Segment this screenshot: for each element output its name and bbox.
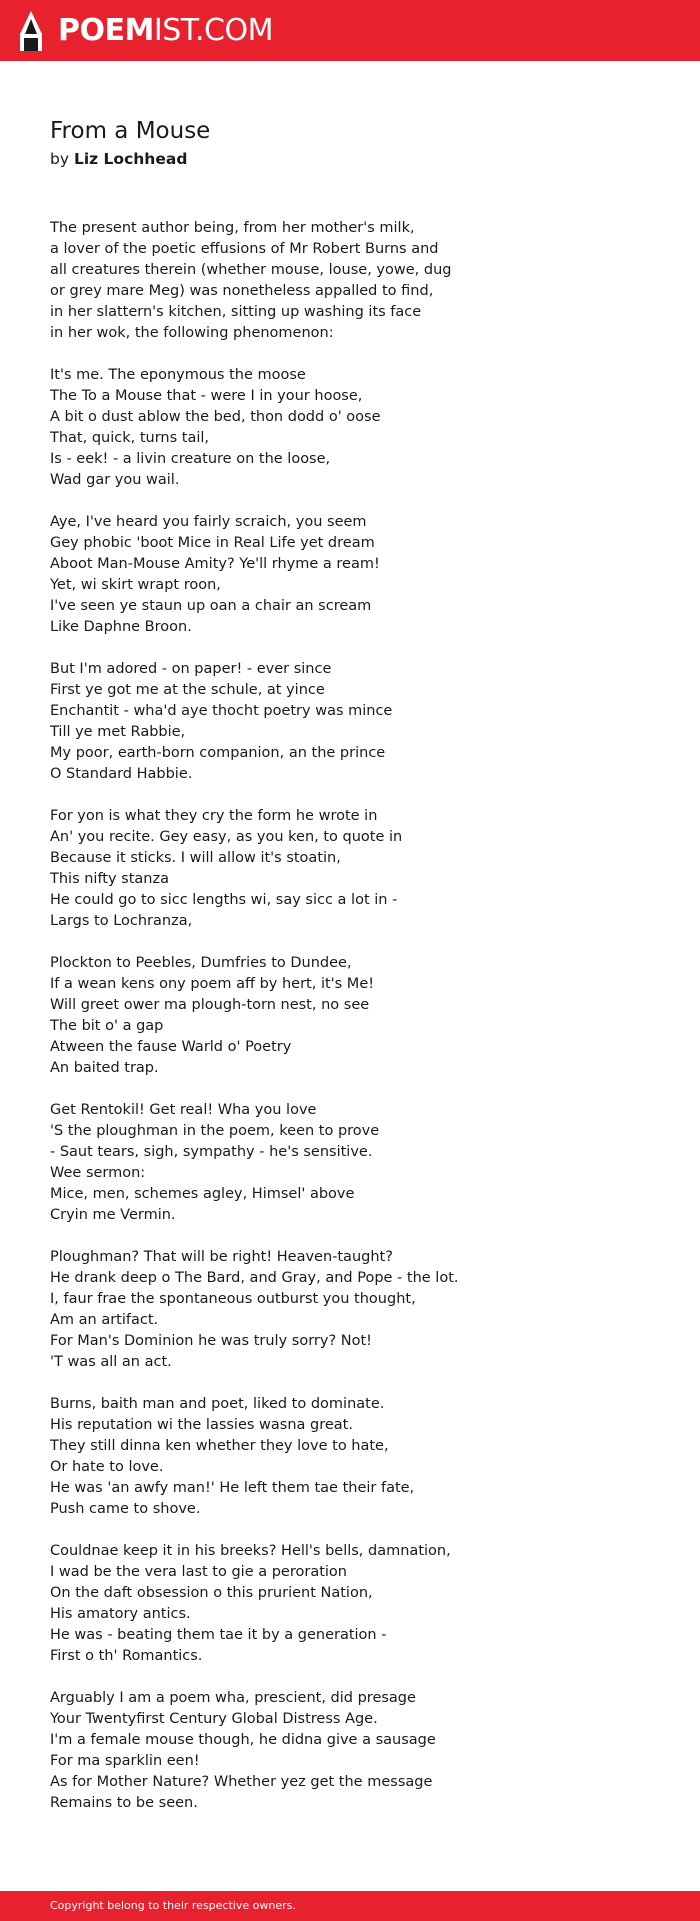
poem-line: Largs to Lochranza, [50,913,193,929]
poem-line: They still dinna ken whether they love to hate, [50,1438,389,1454]
poem-stanza [50,1688,670,1814]
poem-line: That, quick, turns tail, [50,430,210,446]
poem-line: 'T was all an act. [50,1354,172,1370]
poem-line: Or hate to love. [50,1459,164,1475]
poem-line: 'S the ploughman in the poem, keen to prove [50,1123,380,1139]
poem-line: Because it sticks. I will allow it's stoatin, [50,850,341,866]
poem-line: Push came to shove. [50,1501,201,1517]
poem-line: He was 'an awfy man!' He left them tae their fate, [50,1480,415,1496]
poem-line: or grey mare Meg) was nonetheless appalled to find, [50,283,434,299]
poem-stanza [50,512,670,638]
site-footer [0,1891,700,1921]
pen-nib-icon [18,10,44,52]
poem-line: His reputation wi the lassies wasna great. [50,1417,353,1433]
poem-line: Will greet ower ma plough-torn nest, no see [50,997,370,1013]
poem-line: Couldnae keep it in his breeks? Hell's bells, damnation, [50,1543,451,1559]
poem-line: Your Twentyfirst Century Global Distress Age. [50,1711,378,1727]
poem-line: Like Daphne Broon. [50,619,192,635]
poem-stanza [50,1394,670,1520]
site-logo-text [58,10,273,52]
poem-line: Cryin me Vermin. [50,1207,176,1223]
site-header [0,0,700,61]
poem-line: The bit o' a gap [50,1018,164,1034]
poem-line: Enchantit - wha'd aye thocht poetry was mince [50,703,393,719]
poem-line: I'm a female mouse though, he didna give a sausage [50,1732,436,1748]
poem-line: But I'm adored - on paper! - ever since [50,661,332,677]
poem-line: The present author being, from her mother's milk, [50,220,415,236]
logo-text-bold: POEM [58,13,154,48]
poem-line: Is - eek! - a livin creature on the loose, [50,451,331,467]
poem-line: Mice, men, schemes agley, Himsel' above [50,1186,355,1202]
poem-line: His amatory antics. [50,1606,191,1622]
poem-stanza [50,806,670,932]
poem-line: The To a Mouse that - were I in your hoose, [50,388,363,404]
poem-line: in her slattern's kitchen, sitting up washing its face [50,304,422,320]
poem-line: For yon is what they cry the form he wrote in [50,808,378,824]
poem-line: On the daft obsession o this prurient Nation, [50,1585,373,1601]
poem-line: An baited trap. [50,1060,159,1076]
byline-by-label: by [50,150,70,168]
logo-text-light: IST.COM [153,13,273,48]
site-logo-link[interactable] [18,10,273,52]
poem-line: I, faur frae the spontaneous outburst you thought, [50,1291,416,1307]
poem-line: It's me. The eponymous the moose [50,367,306,383]
poem-line: Get Rentokil! Get real! Wha you love [50,1102,317,1118]
poem-byline [50,148,187,170]
poem-stanza [50,1247,670,1373]
poem-line: I've seen ye staun up oan a chair an scream [50,598,372,614]
poem-line: Wad gar you wail. [50,472,180,488]
poem-line: Yet, wi skirt wrapt roon, [50,577,221,593]
poem-line: Burns, baith man and poet, liked to dominate. [50,1396,385,1412]
poem-line: Aye, I've heard you fairly scraich, you seem [50,514,367,530]
poem-line: Plockton to Peebles, Dumfries to Dundee, [50,955,352,971]
poem-stanza [50,365,670,491]
poem-title: From a Mouse [50,118,211,144]
poem-line: As for Mother Nature? Whether yez get the message [50,1774,433,1790]
copyright-notice: Copyright belong to their respective owners. [50,1899,296,1912]
poem-line: Till ye met Rabbie, [50,724,186,740]
poem-line: An' you recite. Gey easy, as you ken, to quote in [50,829,403,845]
poem-line: Am an artifact. [50,1312,159,1328]
poem-line: For ma sparklin een! [50,1753,200,1769]
poem-line: My poor, earth-born companion, an the prince [50,745,386,761]
poem-line: O Standard Habbie. [50,766,193,782]
poem-line: If a wean kens ony poem aff by hert, it's Me! [50,976,375,992]
poem-line: First ye got me at the schule, at yince [50,682,325,698]
poem-line: Ploughman? That will be right! Heaven-taught? [50,1249,393,1265]
poem-stanza [50,1541,670,1667]
poem-line: This nifty stanza [50,871,169,887]
poem-line: A bit o dust ablow the bed, thon dodd o' oose [50,409,381,425]
poem-line: in her wok, the following phenomenon: [50,325,334,341]
poem-stanza [50,1100,670,1226]
poem-line: a lover of the poetic effusions of Mr Robert Burns and [50,241,439,257]
poem-line: Aboot Man-Mouse Amity? Ye'll rhyme a ream! [50,556,380,572]
poem-line: Remains to be seen. [50,1795,198,1811]
poem-stanza [50,218,670,344]
poem-stanza [50,659,670,785]
poem-line: Arguably I am a poem wha, prescient, did presage [50,1690,416,1706]
poem-line: all creatures therein (whether mouse, louse, yowe, dug [50,262,452,278]
poem-line: Atween the fause Warld o' Poetry [50,1039,292,1055]
poem-line: For Man's Dominion he was truly sorry? Not! [50,1333,372,1349]
poem-line: He drank deep o The Bard, and Gray, and Pope - the lot. [50,1270,459,1286]
poem-line: I wad be the vera last to gie a peroration [50,1564,347,1580]
poem-line: He was - beating them tae it by a generation - [50,1627,387,1643]
poem-line: He could go to sicc lengths wi, say sicc a lot in - [50,892,398,908]
poem-line: First o th' Romantics. [50,1648,203,1664]
poem-body [50,218,670,1835]
author-name: Liz Lochhead [73,150,188,168]
poem-line: - Saut tears, sigh, sympathy - he's sensitive. [50,1144,373,1160]
poem-line: Wee sermon: [50,1165,146,1181]
poem-stanza [50,953,670,1079]
poem-line: Gey phobic 'boot Mice in Real Life yet dream [50,535,375,551]
